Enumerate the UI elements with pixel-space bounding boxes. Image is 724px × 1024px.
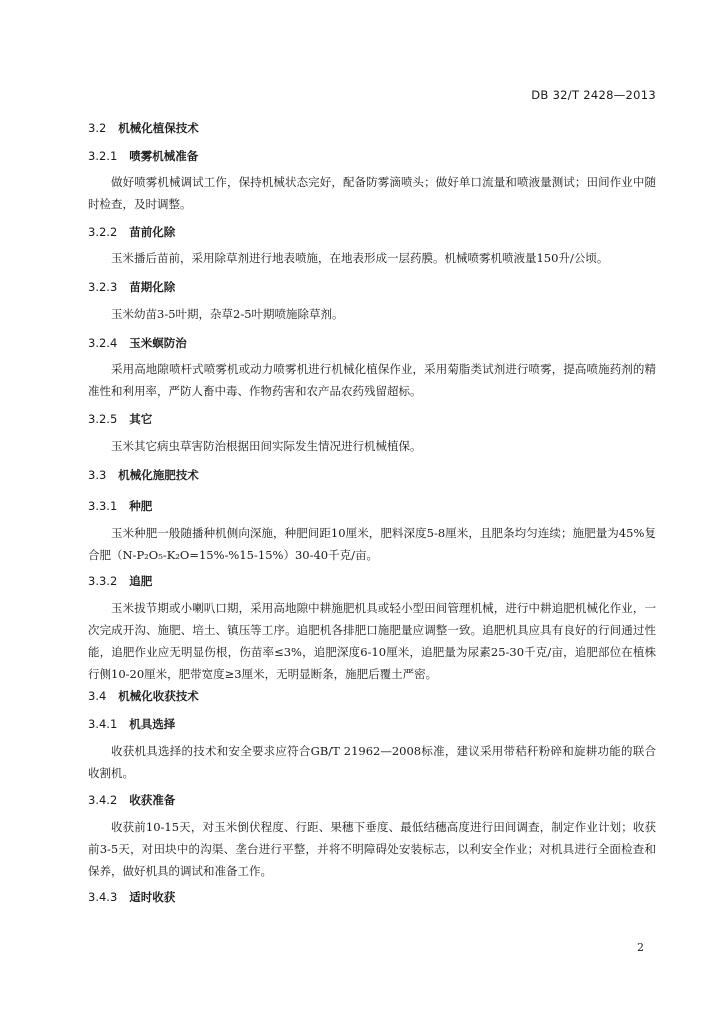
section-title: 机具选择 — [129, 717, 176, 731]
section-heading — [88, 279, 175, 295]
paragraph: 采用高地隙喷杆式喷雾机或动力喷雾机进行机械化植保作业，采用菊脂类试剂进行喷雾，提高喷施药剂的精准性和利用率，严防人畜中毒、作物药害和农产品农药残留超标。 — [88, 362, 656, 398]
section-number: 3.2.4 — [88, 336, 118, 350]
section-title: 适时收获 — [129, 890, 176, 904]
paragraph: 收获前10-15天，对玉米倒伏程度、行距、果穗下垂度、最低结穗高度进行田间调查，制定作业计划；收获前3-5天，对田块中的沟渠、垄台进行平整，并将不明障碍处安装标志，以利安全作业；对机具进行全面检查和保养，做好机具的调试和准备工作。 — [88, 820, 656, 878]
section-title: 玉米螟防治 — [129, 336, 187, 350]
section-heading — [88, 716, 175, 732]
section-heading — [88, 148, 198, 164]
standard-code: DB 32/T 2428—2013 — [531, 88, 656, 102]
section-title: 种肥 — [129, 499, 153, 513]
section-number: 3.2.3 — [88, 280, 118, 294]
section-heading — [88, 120, 199, 136]
section-heading — [88, 498, 152, 514]
section-title: 苗前化除 — [129, 225, 176, 239]
paragraph: 玉米播后苗前，采用除草剂进行地表喷施，在地表形成一层药膜。机械喷雾机喷液量150升/公顷。 — [111, 251, 609, 265]
section-heading — [88, 889, 175, 905]
section-title: 机械化施肥技术 — [118, 468, 199, 482]
paragraph: 做好喷雾机械调试工作，保持机械状态完好，配备防雾滴喷头；做好单口流量和喷液量测试；田间作业中随时检查，及时调整。 — [88, 175, 656, 211]
section-heading — [88, 467, 199, 483]
section-heading — [88, 573, 152, 589]
section-number: 3.4.3 — [88, 890, 118, 904]
section-title: 机械化收获技术 — [118, 689, 199, 703]
section-title: 收获准备 — [129, 793, 176, 807]
page-number: 2 — [637, 941, 644, 954]
paragraph: 收获机具选择的技术和安全要求应符合GB/T 21962—2008标准，建议采用带秸秆粉碎和旋耕功能的联合收割机。 — [88, 744, 656, 780]
section-number: 3.4 — [88, 689, 107, 703]
section-heading — [88, 688, 199, 704]
section-number: 3.3.2 — [88, 574, 118, 588]
section-title: 其它 — [129, 412, 153, 426]
section-number: 3.3.1 — [88, 499, 118, 513]
section-heading — [88, 224, 175, 240]
section-number: 3.2.1 — [88, 149, 118, 163]
section-number: 3.2.2 — [88, 225, 118, 239]
section-number: 3.3 — [88, 468, 107, 482]
section-number: 3.2.5 — [88, 412, 118, 426]
section-heading — [88, 792, 175, 808]
section-number: 3.4.2 — [88, 793, 118, 807]
section-heading — [88, 411, 152, 427]
section-title: 机械化植保技术 — [118, 121, 199, 135]
section-title: 苗期化除 — [129, 280, 176, 294]
section-number: 3.4.1 — [88, 717, 118, 731]
paragraph: 玉米其它病虫草害防治根据田间实际发生情况进行机械植保。 — [111, 439, 422, 453]
section-number: 3.2 — [88, 121, 107, 135]
section-title: 喷雾机械准备 — [129, 149, 199, 163]
section-title: 追肥 — [129, 574, 153, 588]
section-heading — [88, 335, 187, 351]
paragraph: 玉米种肥一般随播种机侧向深施，种肥间距10厘米，肥料深度5-8厘米，且肥条均匀连续；施肥量为45%复合肥（N-P₂O₅-K₂O=15%-%15-15%）30-40千克/亩。 — [88, 526, 656, 562]
paragraph: 玉米拔节期或小喇叭口期，采用高地隙中耕施肥机具或轻小型田间管理机械，进行中耕追肥机械化作业，一次完成开沟、施肥、培土、镇压等工序。追肥机各排肥口施肥量应调整一致。追肥机具应具有良好的行间通过性能，追肥作业应无明显伤根，伤苗率≤3%，追肥深度6-10厘米，追肥量为尿素25-30千克/亩，追肥部位在植株行侧10-20厘米，肥带宽度≥3厘米，无明显断条，施肥后覆土严密。 — [88, 601, 656, 681]
paragraph: 玉米幼苗3-5叶期，杂草2-5叶期喷施除草剂。 — [111, 307, 344, 321]
